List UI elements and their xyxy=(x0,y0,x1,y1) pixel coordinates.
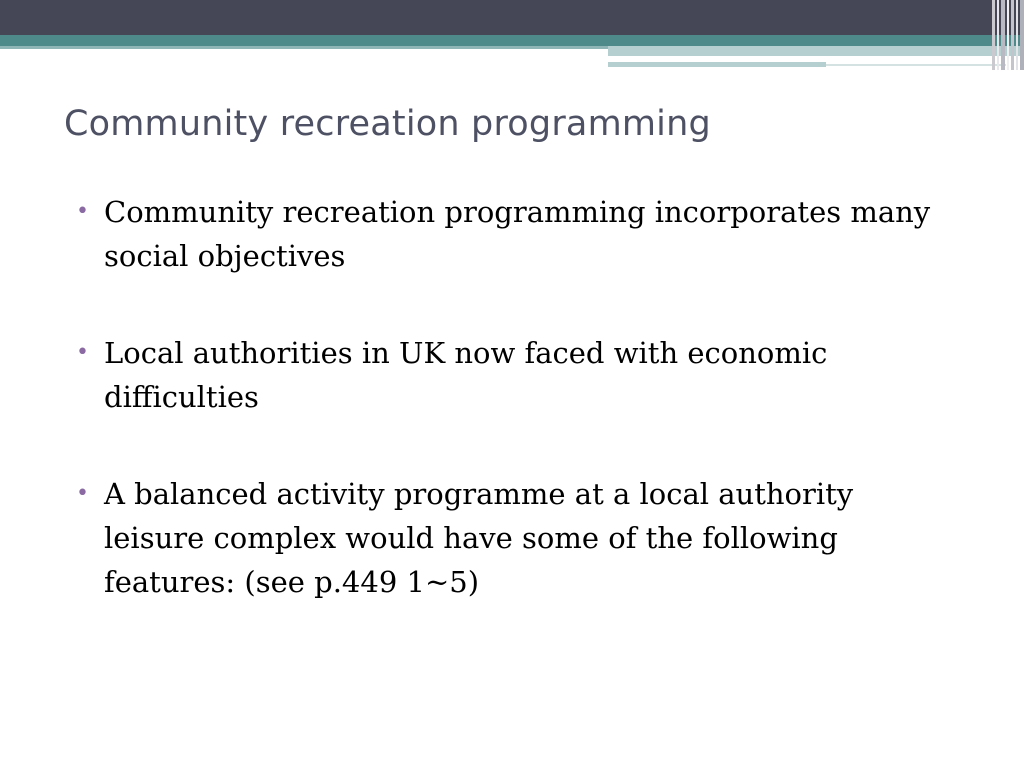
header-bar-teal xyxy=(0,35,1024,46)
bullet-item xyxy=(76,331,956,419)
header-accent-line xyxy=(608,62,826,67)
bullet-text: Community recreation programming incorporates many social objectives xyxy=(104,195,931,273)
header-accent-block xyxy=(608,46,1024,56)
bullet-text: A balanced activity programme at a local authority leisure complex would have some of the following features: (see p.449 1~5) xyxy=(104,477,854,599)
bullet-dot-icon: • xyxy=(76,199,89,224)
header-bar-dark xyxy=(0,0,1024,35)
bullet-dot-icon: • xyxy=(76,481,89,506)
header-accent-line xyxy=(608,56,948,59)
header-stripes xyxy=(992,0,1024,70)
bullet-list xyxy=(76,190,956,657)
header-bar-teal-light xyxy=(0,46,608,49)
bullet-item xyxy=(76,472,956,604)
bullet-text: Local authorities in UK now faced with economic difficulties xyxy=(104,336,828,414)
bullet-dot-icon: • xyxy=(76,340,89,365)
bullet-item xyxy=(76,190,956,278)
header-accent-line xyxy=(826,64,1006,66)
slide-title: Community recreation programming xyxy=(64,104,711,144)
